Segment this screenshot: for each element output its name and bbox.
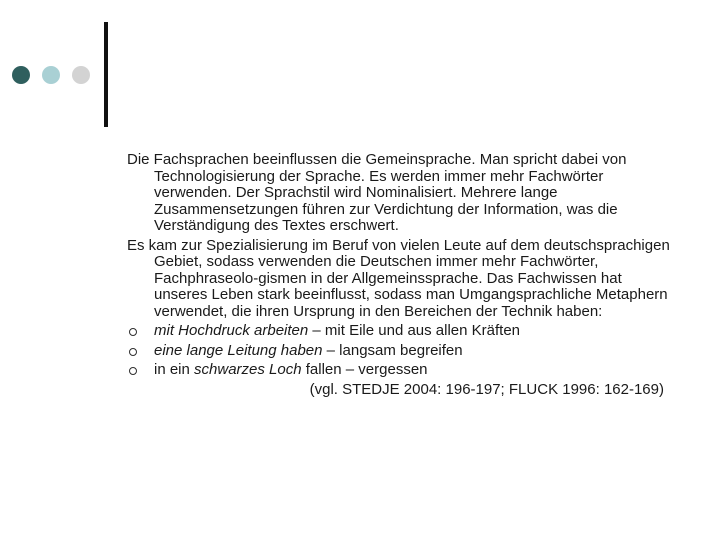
metaphor-phrase: mit Hochdruck arbeiten [154,322,309,339]
list-item: eine lange Leitung haben – langsam begreifen [127,343,672,360]
paragraph-spezialisierung: Es kam zur Spezialisierung im Beruf von vielen Leute auf dem deutschsprachigen Gebiet, sodass verwenden die Deutschen immer mehr Fachwörter, Fachphraseolo-gismen in der Allgemeinssprache. Das Fachwissen hat unseres Leben stark beeinflusst, sodass man Umgangsprachliche Metaphern verwendet, die ihren Ursprung in den Bereichen der Technik haben: [127,236,670,320]
slide-body [127,152,672,398]
decor-vertical-bar [104,22,108,127]
decor-dot-light [42,66,60,84]
circle-bullet-icon [129,367,137,375]
circle-bullet-icon [129,328,137,336]
decor-dot-grey [72,66,90,84]
paragraph-fachsprachen: Die Fachsprachen beeinflussen die Gemeinsprache. Man spricht dabei von Technologisierung der Sprache. Es werden immer mehr Fachwörter verwenden. Der Sprachstil wird Nominalisiert. Mehrere lange Zusammensetzungen führen zur Verdichtung der Information, was die Verständigung des Textes erschwert. [127,151,627,234]
list-item: mit Hochdruck arbeiten – mit Eile und aus allen Kräften [127,323,672,340]
metaphor-list [127,323,672,379]
circle-bullet-icon [129,348,137,356]
list-item: in ein schwarzes Loch fallen – vergessen [127,362,672,379]
metaphor-phrase: schwarzes Loch [194,361,302,378]
decor-dot-dark [12,66,30,84]
citation: (vgl. STEDJE 2004: 196-197; FLUCK 1996: 162-169) [309,380,664,398]
metaphor-phrase: eine lange Leitung haben [154,341,323,359]
